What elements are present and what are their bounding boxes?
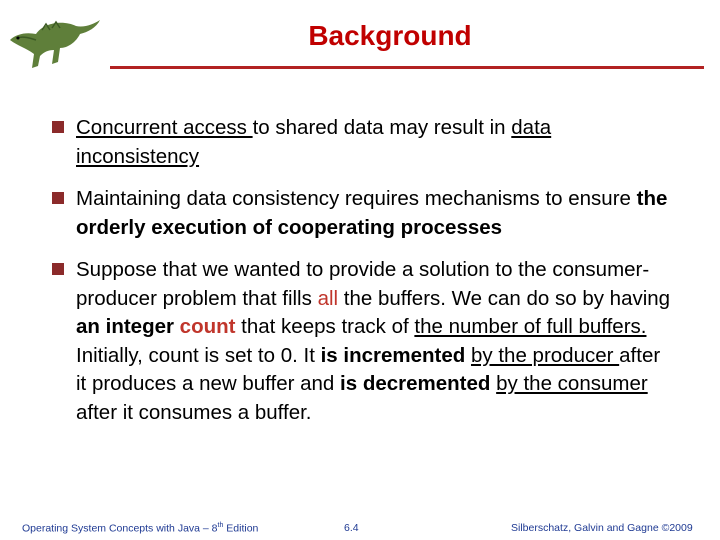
text-run: Suppose that we wanted to provide a solution to the consumer-producer problem that fills (76, 258, 650, 310)
text-run: the orderly execution of cooperating processes (76, 187, 668, 239)
text-run: that keeps track of (235, 315, 415, 338)
title-rule (110, 66, 704, 69)
footer-book-sup: th (217, 522, 224, 529)
bullet-text (76, 187, 667, 239)
text-run: to shared data may result in (252, 116, 512, 139)
bullet-item (52, 185, 672, 242)
text-run: is incremented (320, 343, 466, 367)
text-run: by the consumer (496, 372, 648, 395)
text-run: after it produces a new buffer and (76, 343, 661, 395)
text-run: Maintaining data consistency requires mechanisms to ensure (76, 187, 637, 210)
text-run: the number of full buffers. (414, 315, 647, 338)
text-run: Concurrent access (76, 116, 253, 139)
text-run: by the producer (471, 343, 620, 367)
text-run: Initially, count is set to 0. It (76, 343, 321, 367)
bullet-square-icon (52, 121, 64, 133)
slide-title: Background (308, 20, 472, 51)
text-run: the buffers. We can do so by having (338, 286, 671, 310)
bullet-text (76, 258, 670, 424)
dinosaur-logo-icon (6, 12, 102, 70)
footer-book-main: Operating System Concepts with Java – 8 (22, 522, 218, 535)
text-run: is decremented (340, 372, 491, 395)
footer-page-number: 6.4 (344, 522, 359, 534)
bullet-item (52, 256, 672, 427)
text-run: count (179, 315, 236, 338)
bullet-square-icon (52, 192, 64, 204)
bullet-list (52, 114, 672, 441)
text-run: an integer (76, 315, 180, 338)
footer-book-end: Edition (223, 522, 259, 535)
text-run: after it consumes a buffer. (76, 400, 312, 424)
bullet-item (52, 114, 672, 171)
bullet-text (76, 116, 551, 168)
bullet-square-icon (52, 263, 64, 275)
text-run: data inconsistency (76, 116, 552, 168)
footer-copyright: Silberschatz, Galvin and Gagne ©2009 (511, 522, 693, 534)
footer-book-title (22, 522, 258, 535)
text-run: all (317, 286, 339, 310)
